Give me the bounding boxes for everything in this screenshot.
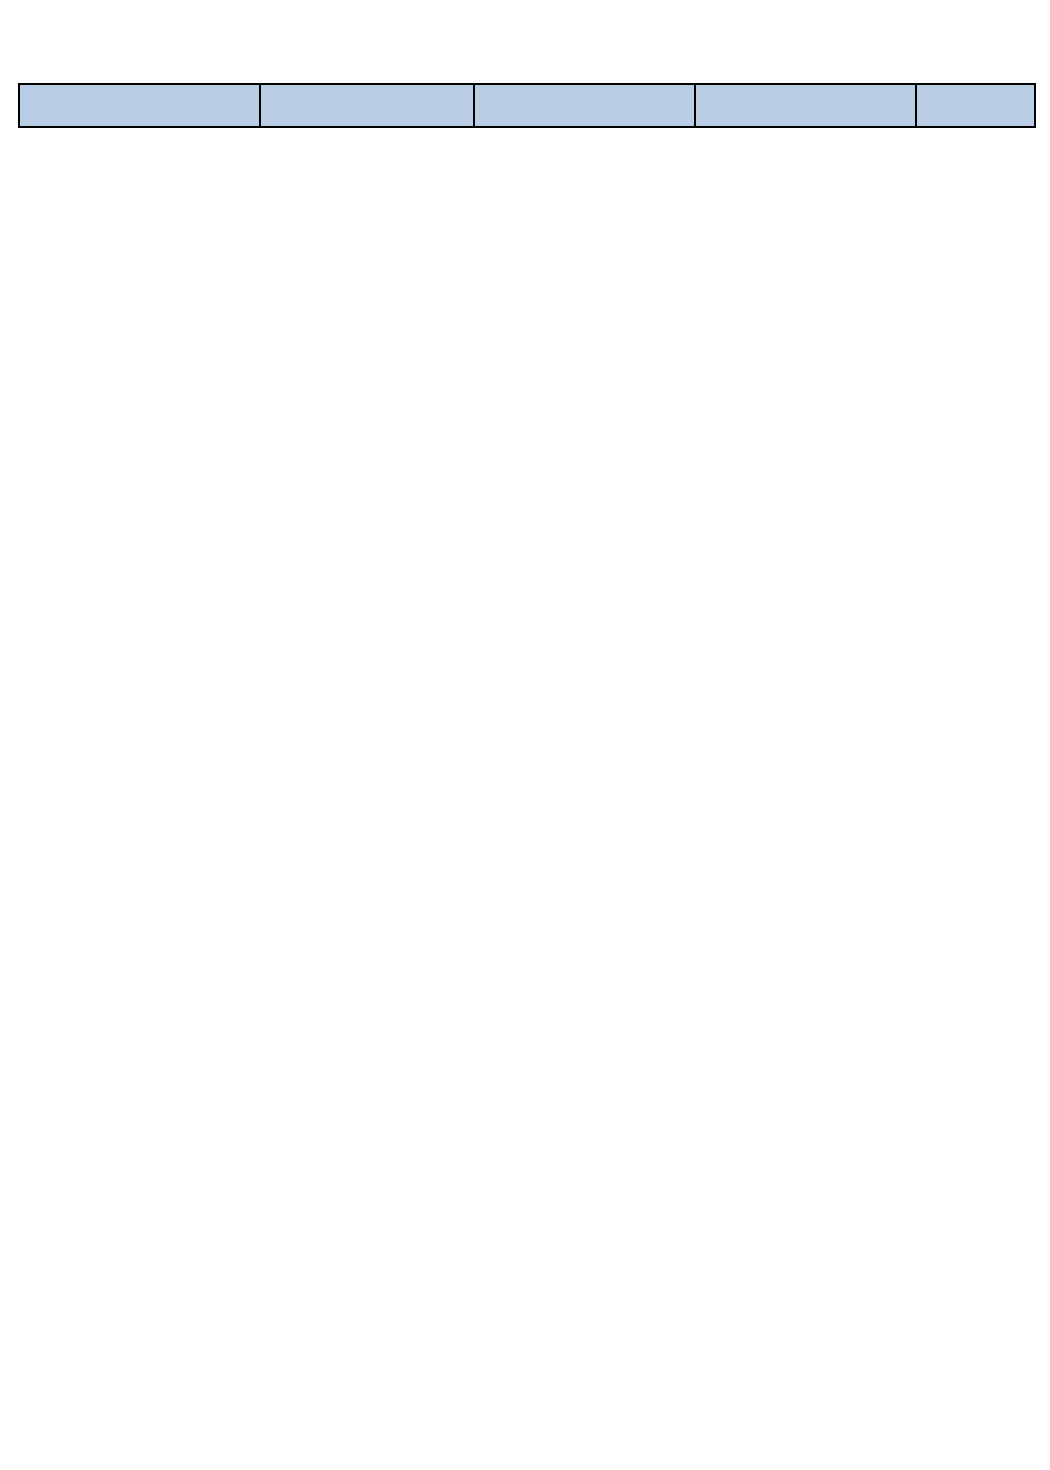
header-sales — [260, 84, 474, 127]
table-header-row — [19, 84, 1035, 127]
header-years — [19, 84, 260, 127]
sales-plan-table — [18, 83, 1036, 128]
header-ratio — [916, 84, 1035, 127]
header-dept-sales — [695, 84, 916, 127]
header-time-slot — [474, 84, 695, 127]
